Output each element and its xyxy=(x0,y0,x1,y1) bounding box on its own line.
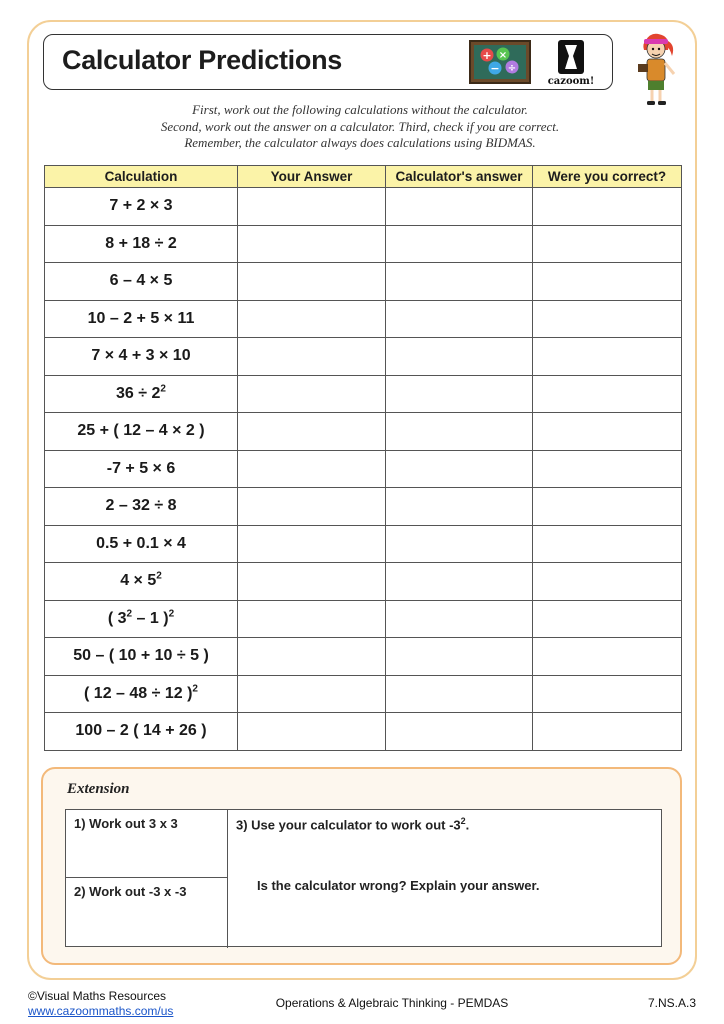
table-row xyxy=(45,450,682,488)
were-you-correct-cell[interactable] xyxy=(533,563,682,601)
calculation-exponent: 2 xyxy=(168,608,175,620)
svg-text:×: × xyxy=(498,50,508,61)
calculation-text: 7 × 4 + 3 × 10 xyxy=(91,347,191,365)
your-answer-cell[interactable] xyxy=(238,563,386,601)
header-calculator-answer: Calculator's answer xyxy=(386,166,533,188)
calculator-answer-cell[interactable] xyxy=(386,375,533,413)
were-you-correct-cell[interactable] xyxy=(533,375,682,413)
calculation-text: 4 × 5 xyxy=(120,572,157,590)
extension-grid xyxy=(65,809,662,947)
table-row xyxy=(45,488,682,526)
mascot-girl-icon xyxy=(630,30,680,110)
your-answer-cell[interactable] xyxy=(238,375,386,413)
brand-text: cazoom! xyxy=(547,76,595,87)
calculator-answer-cell[interactable] xyxy=(386,300,533,338)
table-row xyxy=(45,188,682,226)
were-you-correct-cell[interactable] xyxy=(533,263,682,301)
extension-box xyxy=(41,767,682,965)
your-answer-cell[interactable] xyxy=(238,525,386,563)
extension-q3-followup: Is the calculator wrong? Explain your answer. xyxy=(257,878,540,893)
calculation-text: 0.5 + 0.1 × 4 xyxy=(96,534,186,552)
calculation-text: ( 3 xyxy=(107,609,127,627)
page-title: Calculator Predictions xyxy=(62,45,342,75)
table-row xyxy=(45,563,682,601)
footer-standard-code: 7.NS.A.3 xyxy=(647,996,696,1010)
extension-q3-end: . xyxy=(465,817,470,833)
footer-topic: Operations & Algebraic Thinking - PEMDAS xyxy=(275,996,509,1010)
header-were-you-correct: Were you correct? xyxy=(533,166,682,188)
title-box xyxy=(43,34,613,90)
calculation-cell xyxy=(45,638,238,676)
calculator-answer-cell[interactable] xyxy=(386,263,533,301)
calculation-text: 25 + ( 12 – 4 × 2 ) xyxy=(77,422,205,440)
table-row xyxy=(45,413,682,451)
calculation-cell xyxy=(45,188,238,226)
table-header-row xyxy=(45,166,682,188)
calculator-answer-cell[interactable] xyxy=(386,563,533,601)
calculator-answer-cell[interactable] xyxy=(386,338,533,376)
header-calculation: Calculation xyxy=(45,166,238,188)
svg-text:+: + xyxy=(482,49,492,62)
svg-text:−: − xyxy=(490,62,500,75)
calculator-answer-cell[interactable] xyxy=(386,188,533,226)
calculation-text: 7 + 2 × 3 xyxy=(109,197,173,215)
calculation-exponent: 2 xyxy=(192,683,198,695)
table-row xyxy=(45,375,682,413)
your-answer-cell[interactable] xyxy=(238,450,386,488)
extension-q3-text: 3) Use your calculator to work out -3 xyxy=(236,817,461,833)
extension-cell-q1[interactable] xyxy=(66,810,228,878)
calculator-answer-cell[interactable] xyxy=(386,225,533,263)
were-you-correct-cell[interactable] xyxy=(533,413,682,451)
calculation-text: 6 – 4 × 5 xyxy=(109,272,173,290)
calculation-text: -7 + 5 × 6 xyxy=(106,459,176,477)
your-answer-cell[interactable] xyxy=(238,600,386,638)
calculation-cell xyxy=(45,563,238,601)
calculation-cell xyxy=(45,263,238,301)
your-answer-cell[interactable] xyxy=(238,638,386,676)
calculation-cell xyxy=(45,675,238,713)
calculation-cell xyxy=(45,375,238,413)
were-you-correct-cell[interactable] xyxy=(533,675,682,713)
footer-left xyxy=(28,989,173,1019)
calculation-text: 100 – 2 ( 14 + 26 ) xyxy=(75,722,207,740)
were-you-correct-cell[interactable] xyxy=(533,488,682,526)
calculator-icon xyxy=(469,40,531,84)
table-row xyxy=(45,525,682,563)
website-link[interactable]: www.cazoommaths.com/us xyxy=(28,1004,174,1018)
were-you-correct-cell[interactable] xyxy=(533,638,682,676)
calculation-table xyxy=(44,165,682,751)
your-answer-cell[interactable] xyxy=(238,263,386,301)
your-answer-cell[interactable] xyxy=(238,713,386,751)
calculation-text: 10 – 2 + 5 × 11 xyxy=(87,309,195,327)
calculation-text: 36 ÷ 2 xyxy=(116,384,161,402)
calculation-cell xyxy=(45,713,238,751)
calculator-answer-cell[interactable] xyxy=(386,525,533,563)
your-answer-cell[interactable] xyxy=(238,488,386,526)
copyright-text: ©Visual Maths Resources xyxy=(28,989,167,1003)
calculation-text: 50 – ( 10 + 10 ÷ 5 ) xyxy=(73,647,209,665)
extension-q1: 1) Work out 3 x 3 xyxy=(74,816,178,831)
calculation-text: ( 12 – 48 ÷ 12 ) xyxy=(84,684,193,702)
were-you-correct-cell[interactable] xyxy=(533,300,682,338)
your-answer-cell[interactable] xyxy=(238,413,386,451)
your-answer-cell[interactable] xyxy=(238,300,386,338)
calculator-answer-cell[interactable] xyxy=(386,675,533,713)
table-body xyxy=(45,188,682,751)
table-row xyxy=(45,225,682,263)
your-answer-cell[interactable] xyxy=(238,188,386,226)
calculation-cell xyxy=(45,600,238,638)
calculation-cell xyxy=(45,488,238,526)
hourglass-icon xyxy=(544,39,598,75)
your-answer-cell[interactable] xyxy=(238,225,386,263)
calculation-text-end: – 1 ) xyxy=(132,609,169,627)
calculator-answer-cell[interactable] xyxy=(386,450,533,488)
table-row xyxy=(45,713,682,751)
table-row xyxy=(45,600,682,638)
table-row xyxy=(45,338,682,376)
your-answer-cell[interactable] xyxy=(238,338,386,376)
calculation-cell xyxy=(45,338,238,376)
your-answer-cell[interactable] xyxy=(238,675,386,713)
svg-text:÷: ÷ xyxy=(507,63,517,74)
were-you-correct-cell[interactable] xyxy=(533,525,682,563)
calculation-cell xyxy=(45,413,238,451)
table-row xyxy=(45,675,682,713)
were-you-correct-cell[interactable] xyxy=(533,188,682,226)
calculation-cell xyxy=(45,525,238,563)
calculator-answer-cell[interactable] xyxy=(386,638,533,676)
instruction-line-1: First, work out the following calculations without the calculator. xyxy=(192,102,528,117)
instruction-line-3: Remember, the calculator always does calculations using BIDMAS. xyxy=(184,135,536,150)
calculation-exponent: 2 xyxy=(126,608,133,620)
calculation-cell xyxy=(45,450,238,488)
table-row xyxy=(45,300,682,338)
calculator-answer-cell[interactable] xyxy=(386,713,533,751)
were-you-correct-cell[interactable] xyxy=(533,450,682,488)
calculation-cell xyxy=(45,225,238,263)
extension-q3-exponent: 2 xyxy=(460,816,466,826)
extension-cell-q2[interactable] xyxy=(66,878,228,948)
calculation-cell xyxy=(45,300,238,338)
calculator-answer-cell[interactable] xyxy=(386,413,533,451)
calculation-exponent: 2 xyxy=(160,383,166,395)
instructions xyxy=(60,102,660,152)
extension-title: Extension xyxy=(67,781,130,797)
table-row xyxy=(45,263,682,301)
extension-q2: 2) Work out -3 x -3 xyxy=(74,884,187,899)
were-you-correct-cell[interactable] xyxy=(533,338,682,376)
calculation-exponent: 2 xyxy=(156,570,162,582)
were-you-correct-cell[interactable] xyxy=(533,713,682,751)
were-you-correct-cell[interactable] xyxy=(533,225,682,263)
table-row xyxy=(45,638,682,676)
cazoom-logo xyxy=(544,39,598,87)
calculation-text: 8 + 18 ÷ 2 xyxy=(105,234,177,252)
calculation-text: 2 – 32 ÷ 8 xyxy=(105,497,177,515)
were-you-correct-cell[interactable] xyxy=(533,600,682,638)
instruction-line-2: Second, work out the answer on a calculator. Third, check if you are correct. xyxy=(160,118,560,134)
header-your-answer: Your Answer xyxy=(238,166,386,188)
calculator-answer-cell[interactable] xyxy=(386,488,533,526)
extension-q3[interactable] xyxy=(236,816,469,832)
calculator-answer-cell[interactable] xyxy=(386,600,533,638)
